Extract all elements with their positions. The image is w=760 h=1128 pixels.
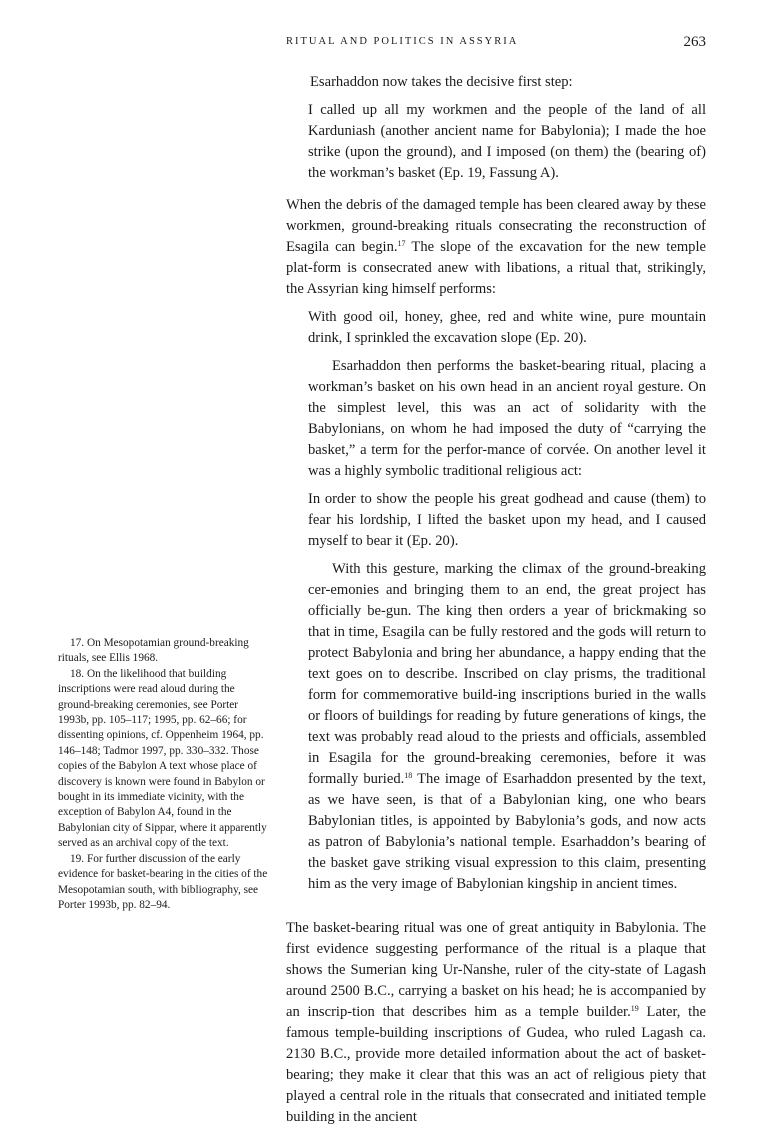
paragraph	[308, 559, 706, 895]
paragraph-text: When the debris of the damaged temple has been cleared away by these workmen, ground-breaking rituals consecrating the reconstruction of Esagila can begin.	[286, 197, 706, 255]
footnote-18: 18. On the likelihood that building inscriptions were read aloud during the ground-breaking ceremonies, see Porter 1993b, pp. 105–117; 1995, pp. 62–66; for dissenting opinions, cf. Oppenheim 1964, pp. 146–148; Tadmor 1997, pp. 330–332. Those copies of the Babylon A text whose place of discovery is known were found in Babylon or bought in its immediate vicinity, with the exception of Babylon A4, found in the Babylonian city of Sippar, where it apparently served as an archival copy of the text.	[58, 667, 267, 850]
paragraph-text: The basket-bearing ritual was one of great antiquity in Babylonia. The first evidence suggesting performance of the ritual is a plaque that shows the Sumerian king Ur-Nanshe, ruler of the city-state of Lagash around 2500 B.C., carrying a basket on his head; he is accompanied by an inscrip-tion that describes him as a temple builder.	[286, 920, 706, 1020]
paragraph-text: The image of Esarhaddon presented by the text, as we have seen, is that of a Babylonian king, one who bears Babylonian titles, is appointed by Babylonia’s gods, and now acts as patron of Babylonia’s national temple. Esarhaddon’s bearing of the basket gave striking visual expression to this claim, presenting him as the very image of Babylonian kingship in ancient times.	[308, 771, 706, 892]
paragraph-text: With this gesture, marking the climax of the ground-breaking cer-emonies and bringing them to an end, the great project has officially be-gun. The king then orders a year of brickmaking so that in time, Esagila can be fully restored and the gods will return to protect Babylonia and bring her abundance, a happy ending that the text goes on to describe. Inscribed on clay prisms, the traditional form for commemorative build-ing inscriptions buried in the walls or floors of buildings for reading by future generations of kings, the text was probably read aloud to the priests and officials, assembled in Esagila for the ground-breaking ceremonies, before it was formally buried.	[308, 561, 706, 787]
footnote-17: 17. On Mesopotamian ground-breaking rituals, see Ellis 1968.	[58, 637, 249, 665]
paragraph-text: Later, the famous temple-building inscriptions of Gudea, who ruled Lagash ca. 2130 B.C., provide more detailed information about the act of basket-bearing; they make it clear that this was an act of religious piety that played a central role in the rituals that consecrated and initiated temple building in the ancient	[286, 1004, 706, 1125]
footnote-ref-18: 18	[404, 771, 413, 780]
page-number: 263	[683, 34, 706, 50]
block-quote: In order to show the people his great godhead and cause (them) to fear his lordship, I lifted the basket upon my head, and I caused myself to bear it (Ep. 20).	[308, 491, 706, 549]
paragraph	[286, 195, 706, 300]
paragraph-text: The slope of the excavation for the new temple plat-form is consecrated anew with libations, a ritual that, strikingly, the Assyrian king himself performs:	[286, 239, 706, 297]
main-text	[286, 72, 706, 1128]
running-head: RITUAL AND POLITICS IN ASSYRIA	[286, 36, 519, 47]
paragraph: Esarhaddon then performs the basket-bearing ritual, placing a workman’s basket on his own head in an ancient royal gesture. On the simplest level, this was an act of solidarity with the Babylonians, on whom he had imposed the duty of “carrying the basket,” a term for the perfor-mance of corvée. On another level it was a highly symbolic traditional religious act:	[308, 358, 706, 479]
footnote-ref-17: 17	[397, 239, 406, 248]
footnote-19: 19. For further discussion of the early evidence for basket-bearing in the cities of the Mesopotamian south, with bibliography, see Porter 1993b, pp. 82–94.	[58, 852, 268, 911]
footnote-ref-19: 19	[630, 1004, 639, 1013]
footnotes	[58, 636, 268, 913]
paragraph: Esarhaddon now takes the decisive first step:	[310, 74, 573, 90]
block-quote: With good oil, honey, ghee, red and white wine, pure mountain drink, I sprinkled the excavation slope (Ep. 20).	[308, 309, 706, 346]
block-quote: I called up all my workmen and the people of the land of all Karduniash (another ancient name for Babylonia); I made the hoe strike (upon the ground), and I imposed (on them) the (bearing of) the workman’s basket (Ep. 19, Fassung A).	[308, 102, 706, 181]
paragraph	[286, 918, 706, 1128]
page-header	[286, 34, 706, 54]
